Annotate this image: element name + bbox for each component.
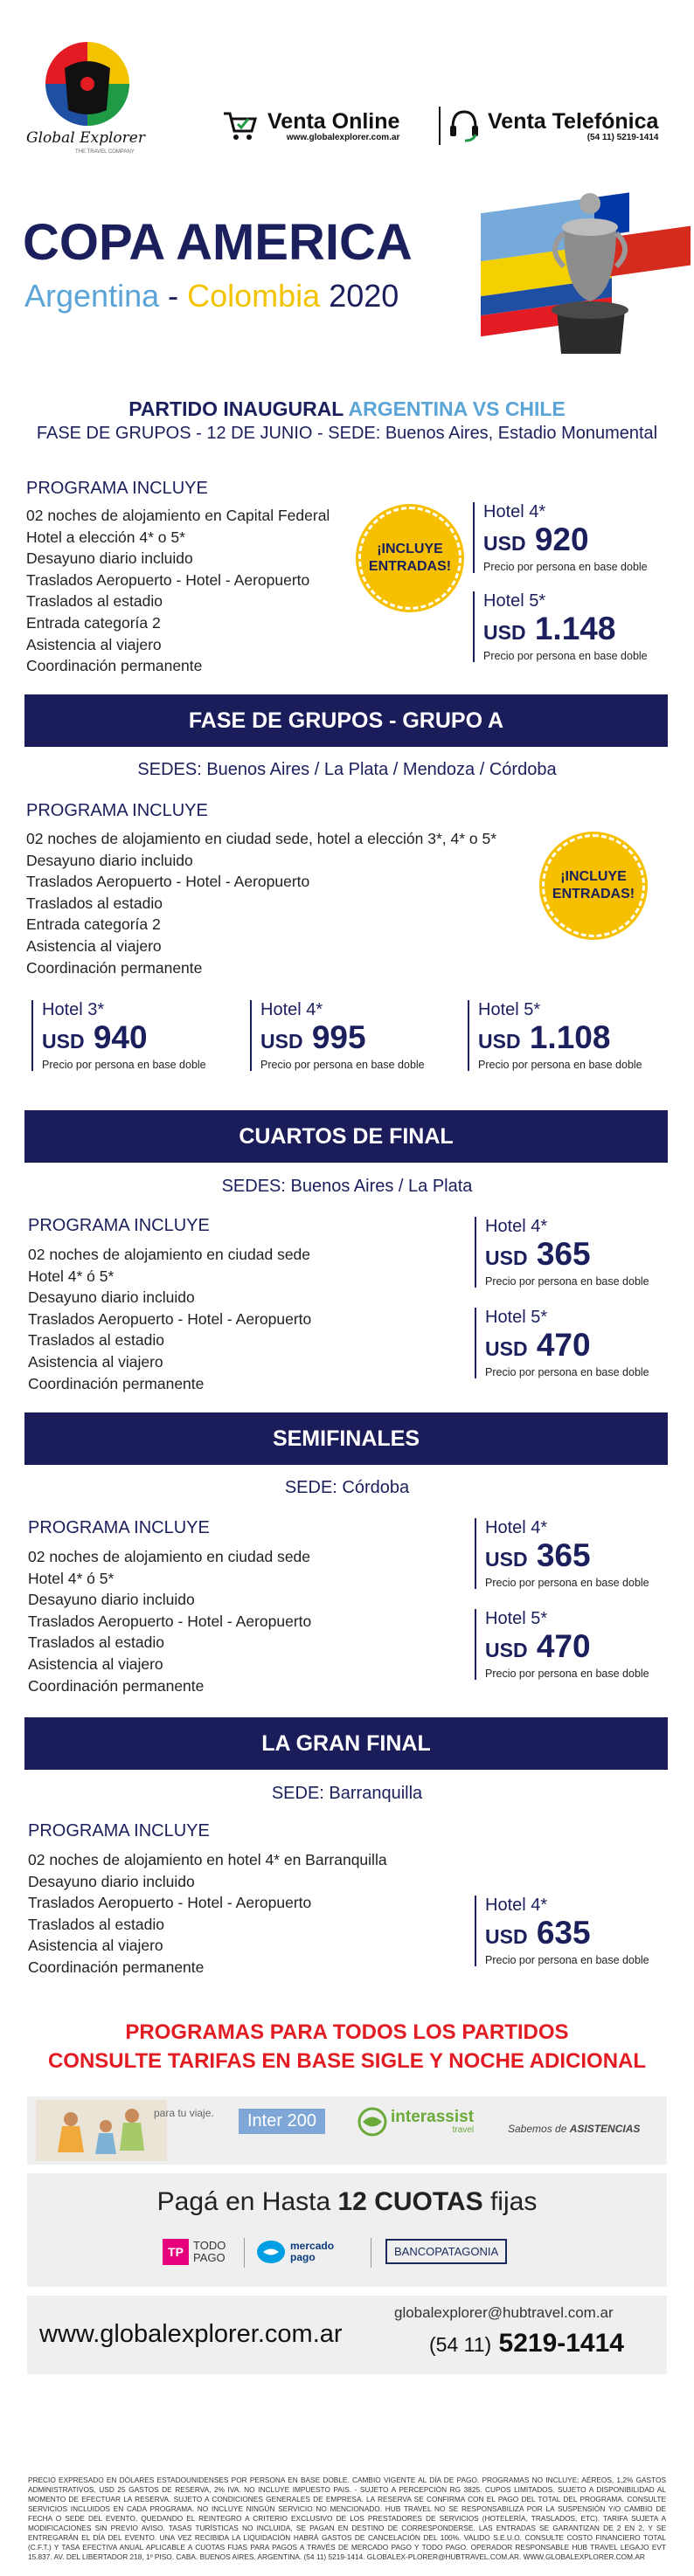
s2-hotel-4 [250, 1000, 425, 1071]
list-item: 02 noches de alojamiento en ciudad sede [28, 1548, 311, 1565]
list-item: Coordinación permanente [28, 1958, 205, 1976]
s2-hotel-5 [468, 1000, 642, 1071]
phone-prefix: (54 11) [429, 2333, 492, 2356]
hotel-name: Hotel 4* [483, 502, 546, 521]
promo-line-2: CONSULTE TARIFAS EN BASE SIGLE Y NOCHE ADICIONAL [47, 2049, 647, 2073]
currency: USD [478, 1030, 521, 1053]
online-sales[interactable] [222, 103, 399, 148]
phone-number-main: 5219-1414 [498, 2329, 624, 2358]
logo-wordmark: Global Explorer [26, 129, 145, 147]
list-item: Coordinación permanente [26, 657, 203, 675]
list-item: Hotel 4* ó 5* [28, 1267, 115, 1285]
hotel-name: Hotel 5* [485, 1308, 548, 1327]
price-value: 940 [93, 1019, 148, 1055]
list-item: Traslados al estadio [26, 592, 163, 611]
banner-tagline: para tu viaje. [154, 2107, 214, 2119]
tickets-included-badge: ¡INCLUYE ENTRADAS! [358, 507, 462, 610]
price-note: Precio por persona en base doble [485, 1954, 649, 1966]
currency: USD [260, 1030, 303, 1053]
s5-hotel-4 [475, 1896, 649, 1966]
headset-icon [448, 108, 481, 143]
globe-logo-icon [45, 42, 129, 126]
installments-text [27, 2187, 667, 2217]
list-item: 02 noches de alojamiento en hotel 4* en Barranquilla [28, 1851, 387, 1868]
price-note: Precio por persona en base doble [42, 1059, 206, 1071]
hotel-price [260, 1020, 425, 1059]
s2-hotel-3 [31, 1000, 206, 1071]
list-item: Asistencia al viajero [26, 936, 162, 955]
hotel-price [485, 1328, 649, 1366]
price-value: 365 [536, 1236, 591, 1272]
list-item: Entrada categoría 2 [26, 915, 161, 934]
online-url[interactable]: www.globalexplorer.com.ar [286, 132, 400, 142]
slogan-b: ASISTENCIAS [569, 2123, 641, 2135]
inaugural-title [0, 397, 694, 421]
group-stage-venues: SEDES: Buenos Aires / La Plata / Mendoza / Córdoba [137, 760, 557, 779]
currency: USD [485, 1548, 528, 1571]
hotel-price [485, 1538, 649, 1577]
price-note: Precio por persona en base doble [485, 1577, 649, 1589]
todopago-icon: TP [163, 2239, 189, 2265]
list-item: Traslados al estadio [28, 1633, 164, 1652]
tickets-included-badge: ¡INCLUYE ENTRADAS! [542, 834, 645, 937]
legal-disclaimer: PRECIO EXPRESADO EN DÓLARES ESTADOUNIDENSES POR PERSONA EN BASE DOBLE. CAMBIO VIGENTE AL DÍA DE PAGO. PROGRAMAS NO INCLUYE: AÉREOS, 1,2% GASTOS ADMINISTRATIVOS, USD 25 GASTOS DE RESERVA, 2% IVA. NO INCLUYE IMPUESTO PAIS. - SUJETO A PERCEPCIÓN RG 3825. CUPOS LIMITADOS. SUJETO A DISPONIBILIDAD AL MOMENTO DE EFECTUAR LA RESERVA. SUJETO A CONDICIONES GENERALES DE EMPRESA. LA RESERVA SE CONFIRMA CON EL PAGO DEL TOTAL DEL PROGRAMA. CONSULTE SERVICIOS INCLUIDOS EN CADA PROGRAMA. NO INCLUYE NINGÚN SERVICIO NO MENCIONADO. HUB TRAVEL NO SE RESPONSABILIZA POR LA SUSPENSIÓN Y/O CAMBIO DE FECHA O SEDE DEL EVENTO, QUEDANDO EL REINTEGRO A CRITERIO EXCLUSIVO DE LOS PRESTADORES DE SERVICIOS (HOTELERÍA, TRASLADOS, ETC). TARIFA SUJETA A MODIFICACIONES SIN PREVIO AVISO. TASAS TURÍSTICAS NO INCLUIDA, SE PAGAN EN DESTINO DE CORRESPONDERSE. LAS ENTRADAS SE GARANTIZAN DE 2 EN 2, Y SE ENTREGARÁN EL DÍA DEL EVENTO. UNA VEZ RECIBIDA LA LIQUIDACIÓN HABRÁ GASTOS DE CANCELACIÓN DEL 100%. VALIDO S.E.U.O. CONSULTE COSTO FINANCIERO TOTAL (C.F.T.) Y TASA EFECTIVA ANUAL APLICABLE A CUOTAS FIJAS PARA PAGOS A TRAVÉS DE MERCADO PAGO Y TODO PAGO. OPERADOR RESPONSABLE HUB TRAVEL LEGAJO EVT 15.837. AV. DEL LIBERTADOR 218, 1º PISO. CABA. BUENOS AIRES. ARGENTINA. (54 11) 5219-1414. GLOBALEX-PLORER@HUBTRAVEL.COM.AR. WWW.GLOBALEXPLORER.COM.AR [28, 2476, 666, 2561]
list-item: Hotel 4* ó 5* [28, 1569, 115, 1587]
s3-hotel-4 [475, 1217, 649, 1288]
page-title: COPA AMERICA [23, 214, 413, 271]
banco-patagonia-logo: BANCOPATAGONIA [385, 2239, 507, 2264]
interassist-brand: interassist [391, 2108, 475, 2126]
list-item: Coordinación permanente [28, 1676, 205, 1695]
price-note: Precio por persona en base doble [485, 1366, 649, 1378]
list-item: Desayuno diario incluido [28, 1288, 195, 1307]
list-item: 02 noches de alojamiento en Capital Federal [26, 507, 330, 524]
slogan-a: Sabemos de [508, 2123, 570, 2135]
list-item: Desayuno diario incluido [26, 549, 193, 568]
quarterfinals-venues: SEDES: Buenos Aires / La Plata [221, 1177, 473, 1196]
s1-hotel-5 [473, 591, 648, 662]
promo-text [0, 2018, 694, 2075]
list-item: Traslados Aeropuerto - Hotel - Aeropuerto [28, 1612, 312, 1630]
s3-program-list [28, 1244, 311, 1394]
price-note: Precio por persona en base doble [260, 1059, 425, 1071]
list-item: Asistencia al viajero [28, 1352, 163, 1371]
interassist-banner[interactable] [27, 2096, 667, 2165]
price-note: Precio por persona en base doble [485, 1668, 649, 1680]
list-item: Traslados al estadio [26, 894, 163, 912]
s1-hotel-4 [473, 502, 648, 573]
list-item: 02 noches de alojamiento en ciudad sede [28, 1246, 311, 1263]
installments-c: fijas [482, 2187, 538, 2216]
s3-program-heading: PROGRAMA INCLUYE [28, 1216, 210, 1235]
list-item: Desayuno diario incluido [26, 851, 193, 869]
group-stage-band: FASE DE GRUPOS - GRUPO A [24, 694, 668, 747]
subtitle-year: 2020 [320, 278, 399, 314]
price-value: 1.108 [529, 1019, 611, 1055]
s4-program-list [28, 1546, 311, 1696]
header-divider [439, 107, 441, 145]
price-value: 995 [311, 1019, 366, 1055]
s5-program-list [28, 1849, 387, 1979]
hotel-name: Hotel 4* [260, 1000, 323, 1019]
list-item: Desayuno diario incluido [28, 1872, 195, 1890]
logo-tagline: THE TRAVEL COMPANY [75, 149, 135, 155]
todopago-label: TODO PAGO [193, 2239, 226, 2264]
price-value: 470 [536, 1628, 591, 1664]
banner-slogan [508, 2123, 640, 2135]
contact-banner [27, 2296, 667, 2374]
list-item: Hotel a elección 4* o 5* [26, 528, 185, 546]
hotel-price [42, 1020, 206, 1059]
s4-hotel-4 [475, 1518, 649, 1589]
price-value: 920 [534, 521, 589, 557]
hotel-price [485, 1237, 649, 1275]
interassist-logo [357, 2107, 474, 2137]
currency: USD [483, 532, 526, 555]
currency: USD [483, 621, 526, 644]
subtitle-colombia: Colombia [187, 278, 321, 314]
currency: USD [485, 1337, 528, 1360]
price-note: Precio por persona en base doble [483, 561, 648, 573]
hotel-name: Hotel 5* [483, 591, 546, 611]
price-value: 635 [536, 1915, 591, 1951]
list-item: Traslados Aeropuerto - Hotel - Aeropuerto [28, 1894, 312, 1912]
s3-hotel-5 [475, 1308, 649, 1378]
s5-program-heading: PROGRAMA INCLUYE [28, 1821, 210, 1840]
subtitle-dash: - [159, 278, 188, 314]
quarterfinals-band: CUARTOS DE FINAL [24, 1110, 668, 1163]
semifinals-band: SEMIFINALES [24, 1412, 668, 1465]
interassist-icon [357, 2107, 387, 2137]
price-value: 1.148 [534, 611, 616, 646]
hotel-name: Hotel 3* [42, 1000, 105, 1019]
hotel-price [485, 1629, 649, 1668]
phone-sales[interactable] [448, 103, 658, 148]
list-item: Asistencia al viajero [28, 1937, 163, 1955]
list-item: Traslados al estadio [28, 1331, 164, 1350]
online-label: Venta Online [267, 108, 400, 134]
mercadopago-label: mercado pago [290, 2240, 335, 2263]
hotel-name: Hotel 4* [485, 1518, 548, 1537]
installments-a: Pagá en Hasta [156, 2187, 338, 2216]
list-item: Entrada categoría 2 [26, 613, 161, 632]
s1-program-heading: PROGRAMA INCLUYE [26, 479, 208, 498]
interassist-sub: travel [452, 2125, 475, 2135]
list-item: Traslados Aeropuerto - Hotel - Aeropuerto [28, 1309, 312, 1328]
list-item: 02 noches de alojamiento en ciudad sede, hotel a elección 3*, 4* o 5* [26, 830, 497, 847]
website-link[interactable]: www.globalexplorer.com.ar [39, 2320, 343, 2348]
inaugural-subtitle: FASE DE GRUPOS - 12 DE JUNIO - SEDE: Buenos Aires, Estadio Monumental [36, 424, 658, 443]
final-band: LA GRAN FINAL [24, 1717, 668, 1770]
page-subtitle [24, 278, 399, 314]
final-venue: SEDE: Barranquilla [271, 1784, 423, 1803]
s2-program-heading: PROGRAMA INCLUYE [26, 801, 208, 820]
list-item: Traslados Aeropuerto - Hotel - Aeropuerto [26, 873, 310, 891]
list-item: Coordinación permanente [28, 1374, 205, 1392]
inaugural-title-a: PARTIDO INAUGURAL [128, 397, 349, 420]
hotel-name: Hotel 5* [485, 1609, 548, 1628]
hotel-name: Hotel 5* [478, 1000, 541, 1019]
price-note: Precio por persona en base doble [483, 650, 648, 662]
todopago-logo [163, 2239, 233, 2265]
currency: USD [485, 1639, 528, 1661]
currency: USD [485, 1925, 528, 1948]
contact-phone[interactable] [429, 2329, 624, 2358]
hotel-price [483, 611, 648, 650]
cart-icon [222, 108, 259, 143]
installments-b: 12 CUOTAS [337, 2187, 483, 2216]
list-item: Traslados al estadio [28, 1915, 164, 1933]
s4-hotel-5 [475, 1609, 649, 1680]
hotel-price [485, 1916, 649, 1954]
s1-program-list [26, 505, 330, 677]
hotel-name: Hotel 4* [485, 1217, 548, 1236]
list-item: Traslados Aeropuerto - Hotel - Aeropuerto [26, 570, 310, 589]
s4-program-heading: PROGRAMA INCLUYE [28, 1518, 210, 1537]
list-item: Asistencia al viajero [26, 635, 162, 653]
semifinals-venue: SEDE: Córdoba [284, 1478, 410, 1497]
promo-line-1: PROGRAMAS PARA TODOS LOS PARTIDOS [125, 2020, 569, 2044]
email-link[interactable]: globalexplorer@hubtravel.com.ar [394, 2304, 614, 2321]
divider [244, 2238, 245, 2268]
phone-number[interactable]: (54 11) 5219-1414 [586, 132, 659, 142]
phone-label: Venta Telefónica [488, 108, 659, 134]
hotel-price [478, 1020, 642, 1059]
inaugural-title-b: ARGENTINA VS CHILE [348, 397, 566, 420]
currency: USD [42, 1030, 85, 1053]
subtitle-argentina: Argentina [24, 278, 160, 314]
installments-banner [27, 2173, 667, 2287]
mercadopago-logo [256, 2239, 335, 2265]
hotel-price [483, 522, 648, 561]
list-item: Coordinación permanente [26, 958, 203, 977]
price-note: Precio por persona en base doble [485, 1275, 649, 1288]
plan-label: Inter 200 [239, 2109, 325, 2134]
price-value: 365 [536, 1537, 591, 1573]
list-item: Desayuno diario incluido [28, 1591, 195, 1609]
hotel-name: Hotel 4* [485, 1896, 548, 1915]
price-note: Precio por persona en base doble [478, 1059, 642, 1071]
price-value: 470 [536, 1327, 591, 1363]
list-item: Asistencia al viajero [28, 1654, 163, 1673]
family-beach-image [36, 2100, 167, 2161]
s2-program-list [26, 828, 496, 978]
flags-trophy-image [476, 179, 691, 363]
currency: USD [485, 1247, 528, 1269]
mercadopago-icon [256, 2239, 286, 2265]
